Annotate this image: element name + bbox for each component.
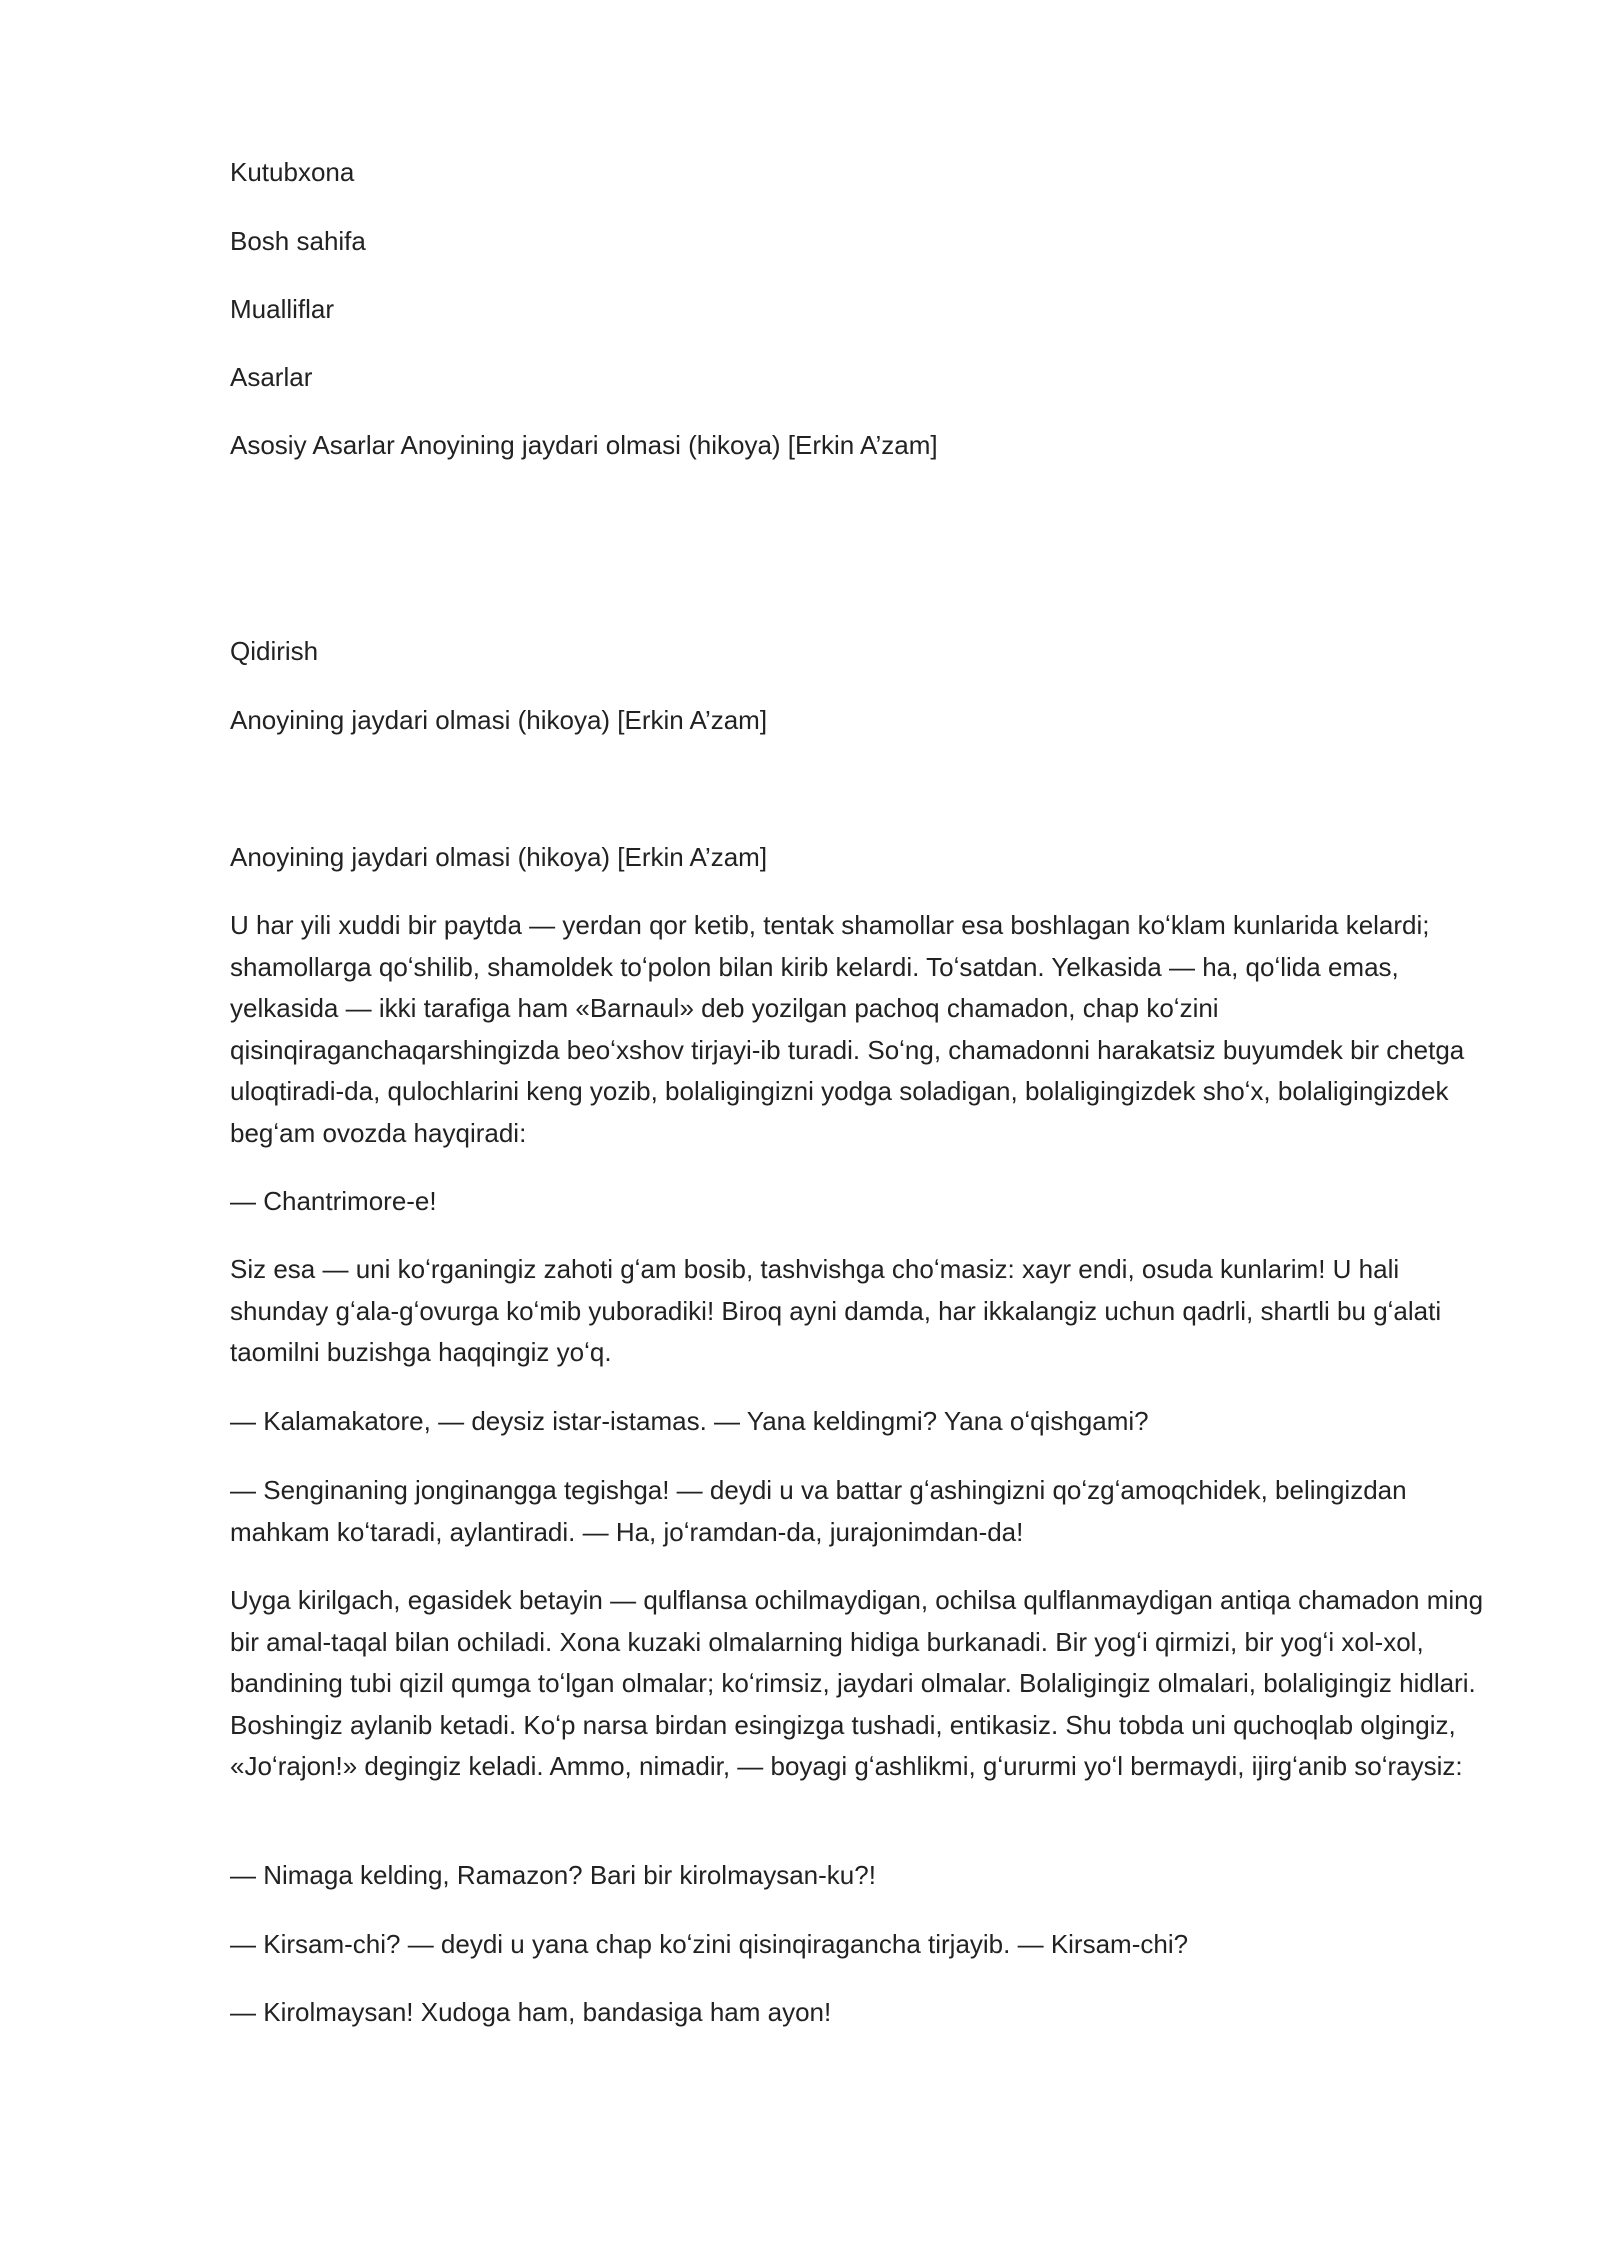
article-paragraph-2: — Chantrimore-e! bbox=[230, 1186, 437, 1216]
article-paragraph-5: — Senginaning jonginangga tegishga! — deydi u va battar gʻashingizni qoʻzgʻamoqchidek, belingizdan mahkam koʻtaradi, aylantiradi. — Ha, joʻramdan-da, jurajonimdan-da! bbox=[230, 1475, 1407, 1547]
article-paragraph-9: — Kirolmaysan! Xudoga ham, bandasiga ham ayon! bbox=[230, 1997, 832, 2027]
article-title: Anoyining jaydari olmasi (hikoya) [Erkin A’zam] bbox=[230, 842, 768, 872]
article-paragraph-1: U har yili xuddi bir paytda — yerdan qor ketib, tentak shamollar esa boshlagan koʻklam kunlarida kelardi; shamollarga qoʻshilib, shamoldek toʻpolon bilan kirib kelardi. Toʻsatdan. Yelkasida — ha, qoʻlida emas, yelkasida — ikki tarafiga ham «Barnaul» deb yozilgan pachoq chamadon, chap koʻzini qisinqiraganchaqarshingizda beoʻxshov tirjayi-ib turadi. Soʻng, chamadonni harakatsiz buyumdek bir chetga uloqtiradi-da, qulochlarini keng yozib, bolaligingizni yodga soladigan, bolaligingizdek shoʻx, bolaligingizdek begʻam ovozda hayqiradi: bbox=[230, 910, 1465, 1148]
page-title: Anoyining jaydari olmasi (hikoya) [Erkin A’zam] bbox=[230, 705, 768, 735]
article-paragraph-7: — Nimaga kelding, Ramazon? Bari bir kirolmaysan-ku?! bbox=[230, 1860, 876, 1890]
article-paragraph-8: — Kirsam-chi? — deydi u yana chap koʻzini qisinqiraganchа tirjayib. — Kirsam-chi? bbox=[230, 1929, 1189, 1959]
site-title-link[interactable]: Kutubxona bbox=[230, 157, 355, 187]
article-paragraph-3: Siz esa — uni koʻrganingiz zahoti gʻam bosib, tashvishga choʻmasiz: xayr endi, osuda kunlarim! U hali shunday gʻala-gʻovurga koʻmib yuboradiki! Biroq ayni damda, har ikkalangiz uchun qadrli, shartli bu gʻalati taomilni buzishga haqqingiz yoʻq. bbox=[230, 1254, 1442, 1367]
nav-authors-link[interactable]: Mualliflar bbox=[230, 294, 335, 324]
nav-home-link[interactable]: Bosh sahifa bbox=[230, 226, 366, 256]
breadcrumb[interactable]: Asosiy Asarlar Anoyining jaydari olmasi (hikoya) [Erkin A’zam] bbox=[230, 430, 938, 460]
article-paragraph-6: Uyga kirilgach, egasidek betayin — qulflansa ochilmaydigan, ochilsa qulflanmaydigan antiqa chamadon ming bir amal-taqal bilan ochiladi. Xona kuzaki olmalarning hidiga burkanadi. Bir yogʻi qirmizi, bir yogʻi xol-xol, bandining tubi qizil qumga toʻlgan olmalar; koʻrimsiz, jaydari olmalar. Bolaligingiz olmalari, bolaligingiz hidlari. Boshingiz aylanib ketadi. Koʻp narsa birdan esingizga tushadi, entikasiz. Shu tobda uni quchoqlab olgingiz, «Joʻrajon!» degingiz keladi. Ammo, nimadir, — boyagi gʻashlikmi, gʻururmi yoʻl bermaydi, ijirgʻanib soʻraysiz: bbox=[230, 1585, 1484, 1781]
search-link[interactable]: Qidirish bbox=[230, 636, 319, 666]
article-paragraph-4: — Kalamakatore, — deysiz istar-istamas. — Yana keldingmi? Yana oʻqishgami? bbox=[230, 1406, 1149, 1436]
nav-works-link[interactable]: Asarlar bbox=[230, 362, 313, 392]
